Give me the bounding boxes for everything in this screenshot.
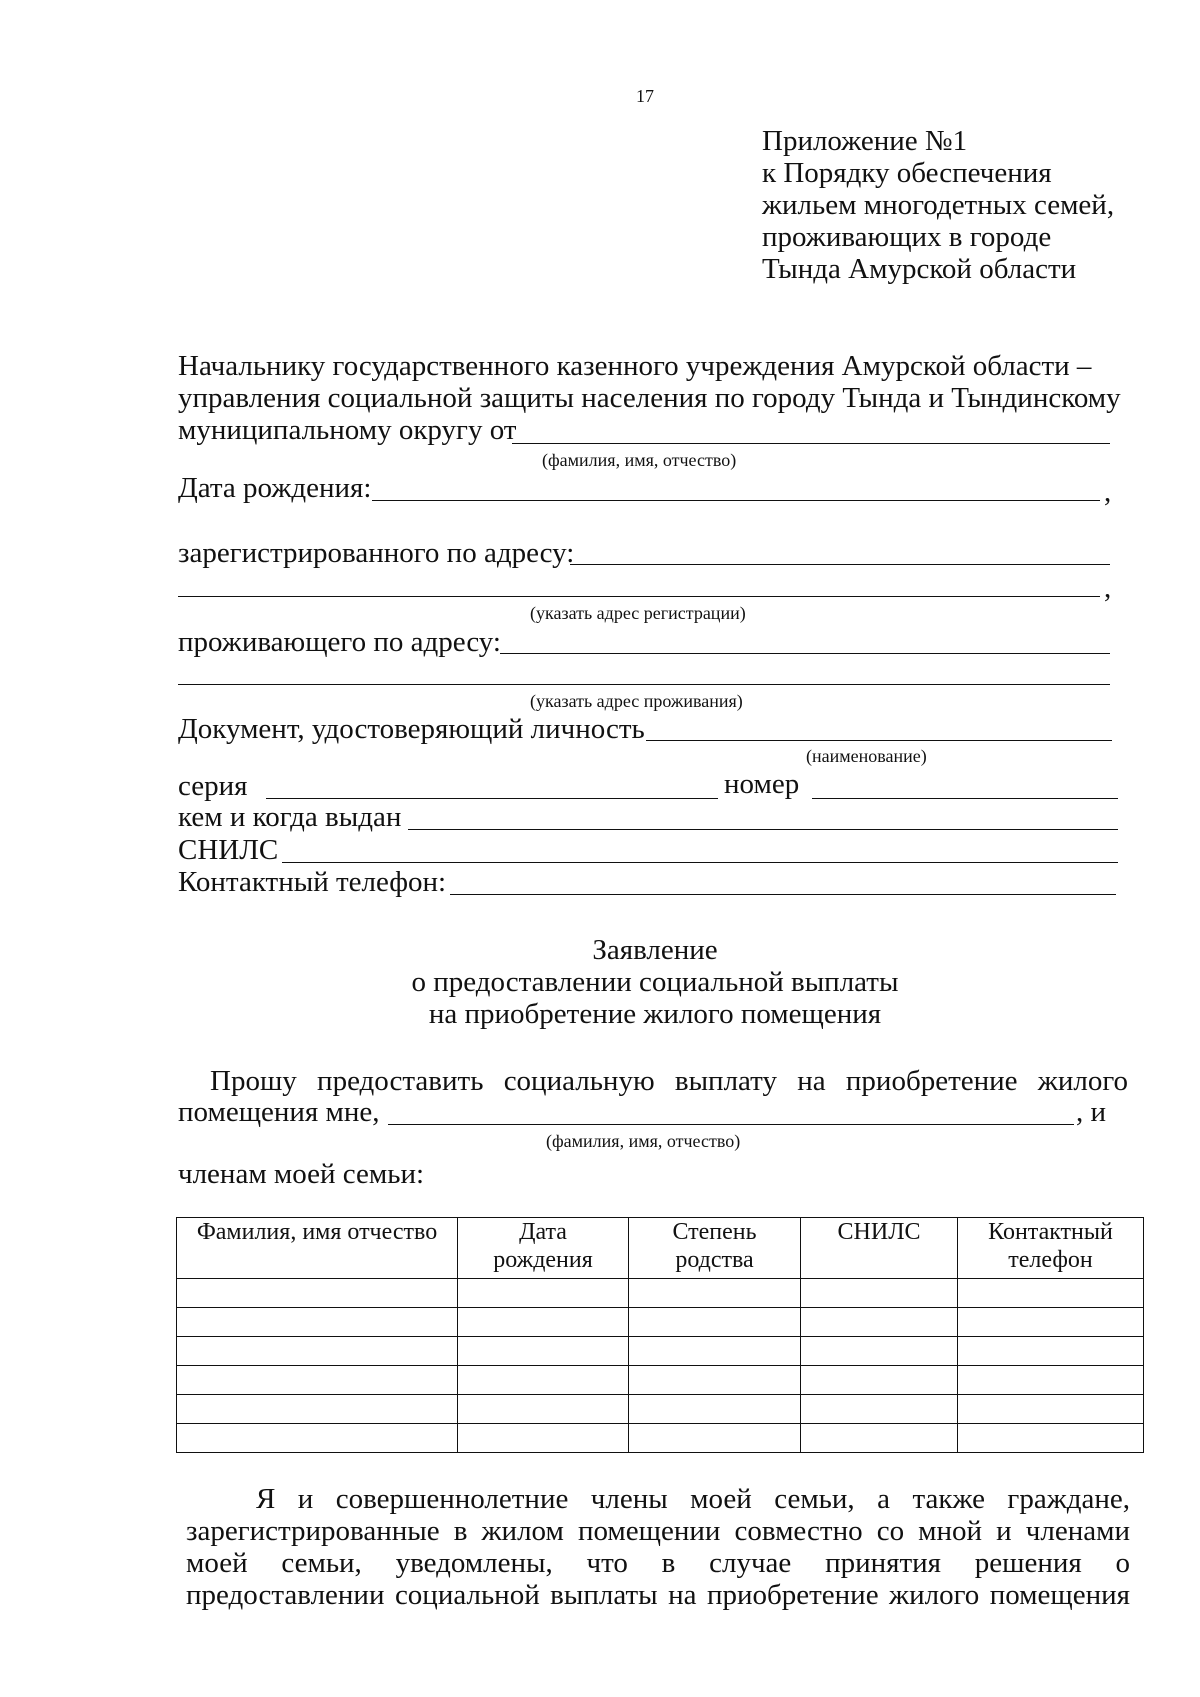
- column-header-name: Фамилия, имя отчество: [177, 1218, 458, 1279]
- appendix-line: к Порядку обеспечения: [762, 157, 1052, 189]
- table-cell[interactable]: [801, 1337, 958, 1366]
- request-line-3: членам моей семьи:: [178, 1158, 425, 1190]
- table-cell[interactable]: [177, 1395, 458, 1424]
- page-number: 17: [636, 86, 654, 106]
- snils-field[interactable]: [282, 862, 1118, 863]
- family-members-table: [176, 1217, 1144, 1453]
- snils-label: СНИЛС: [178, 834, 279, 866]
- table-cell[interactable]: [458, 1424, 629, 1453]
- birth-date-field[interactable]: [372, 500, 1100, 501]
- column-header-birth-date: Дата рождения: [458, 1218, 629, 1279]
- statement-subtitle: на приобретение жилого помещения: [428, 998, 882, 1030]
- appendix-line: Приложение №1: [762, 125, 968, 157]
- table-cell[interactable]: [958, 1308, 1144, 1337]
- issued-field[interactable]: [408, 829, 1118, 830]
- table-cell[interactable]: [177, 1337, 458, 1366]
- registered-address-field-2[interactable]: [178, 596, 1100, 597]
- notice-line: Я и совершеннолетние члены моей семьи, а также граждане,: [256, 1483, 1130, 1515]
- registered-address-field[interactable]: [570, 564, 1110, 565]
- issued-label: кем и когда выдан: [178, 801, 402, 833]
- addressee-line: Начальнику государственного казенного учреждения Амурской области –: [178, 350, 1092, 382]
- living-address-field[interactable]: [500, 653, 1110, 654]
- appendix-line: проживающих в городе: [762, 221, 1052, 253]
- request-line-1: [210, 1065, 1128, 1097]
- table-cell[interactable]: [801, 1395, 958, 1424]
- table-row: [177, 1279, 1144, 1308]
- phone-label: Контактный телефон:: [178, 866, 447, 898]
- table-cell[interactable]: [958, 1395, 1144, 1424]
- table-cell[interactable]: [629, 1279, 801, 1308]
- table-cell[interactable]: [458, 1279, 629, 1308]
- notice-line: предоставлении социальной выплаты на приобретение жилого помещения: [186, 1579, 1130, 1611]
- column-header-phone: Контактный телефон: [958, 1218, 1144, 1279]
- number-label: номер: [724, 768, 800, 800]
- table-cell[interactable]: [801, 1366, 958, 1395]
- table-cell[interactable]: [629, 1395, 801, 1424]
- table-row: [177, 1308, 1144, 1337]
- table-cell[interactable]: [177, 1308, 458, 1337]
- table-cell[interactable]: [629, 1424, 801, 1453]
- fio-hint: (фамилия, имя, отчество): [542, 450, 737, 470]
- request-line-2: помещения мне,: [178, 1096, 380, 1128]
- living-label: проживающего по адресу:: [178, 626, 501, 658]
- table-cell[interactable]: [629, 1308, 801, 1337]
- table-cell[interactable]: [958, 1337, 1144, 1366]
- registered-hint: (указать адрес регистрации): [530, 603, 746, 623]
- appendix-line: жильем многодетных семей,: [762, 189, 1115, 221]
- appendix-line: Тында Амурской области: [762, 253, 1077, 285]
- addressee-line: муниципальному округу от: [178, 414, 517, 446]
- statement-title: Заявление: [592, 934, 718, 966]
- request-fio-hint: (фамилия, имя, отчество): [546, 1131, 741, 1151]
- statement-subtitle: о предоставлении социальной выплаты: [411, 966, 899, 998]
- request-word: Прошу: [210, 1065, 297, 1097]
- column-header-snils: СНИЛС: [801, 1218, 958, 1279]
- table-row: [177, 1424, 1144, 1453]
- phone-field[interactable]: [450, 894, 1116, 895]
- table-row: [177, 1366, 1144, 1395]
- request-word: на: [797, 1065, 826, 1097]
- birth-date-label: Дата рождения:: [178, 472, 372, 504]
- request-word: жилого: [1037, 1065, 1128, 1097]
- request-word: предоставить: [317, 1065, 484, 1097]
- living-address-field-2[interactable]: [178, 684, 1110, 685]
- request-word: социальную: [503, 1065, 655, 1097]
- table-cell[interactable]: [801, 1279, 958, 1308]
- table-cell[interactable]: [801, 1308, 958, 1337]
- request-word: приобретение: [845, 1065, 1018, 1097]
- living-hint: (указать адрес проживания): [530, 691, 743, 711]
- series-label: серия: [178, 770, 248, 802]
- id-doc-hint: (наименование): [806, 746, 927, 766]
- comma: ,: [1104, 572, 1112, 604]
- request-fio-field[interactable]: [388, 1124, 1074, 1125]
- table-cell[interactable]: [177, 1424, 458, 1453]
- table-cell[interactable]: [458, 1366, 629, 1395]
- applicant-fio-field[interactable]: [512, 443, 1110, 444]
- comma: ,: [1104, 476, 1112, 508]
- notice-line: моей семьи, уведомлены, что в случае принятия решения о: [186, 1547, 1130, 1579]
- series-field[interactable]: [266, 798, 718, 799]
- table-row: [177, 1395, 1144, 1424]
- id-doc-field[interactable]: [646, 740, 1112, 741]
- id-doc-label: Документ, удостоверяющий личность: [178, 713, 645, 745]
- table-cell[interactable]: [958, 1366, 1144, 1395]
- table-cell[interactable]: [177, 1366, 458, 1395]
- table-cell[interactable]: [458, 1337, 629, 1366]
- table-cell[interactable]: [958, 1424, 1144, 1453]
- table-cell[interactable]: [801, 1424, 958, 1453]
- table-row: [177, 1337, 1144, 1366]
- request-word: выплату: [674, 1065, 777, 1097]
- table-cell[interactable]: [458, 1395, 629, 1424]
- registered-label: зарегистрированного по адресу:: [178, 537, 575, 569]
- table-cell[interactable]: [177, 1279, 458, 1308]
- column-header-relation: Степень родства: [629, 1218, 801, 1279]
- table-cell[interactable]: [629, 1337, 801, 1366]
- number-field[interactable]: [812, 798, 1118, 799]
- notice-line: зарегистрированные в жилом помещении совместно со мной и членами: [186, 1515, 1130, 1547]
- table-cell[interactable]: [458, 1308, 629, 1337]
- addressee-line: управления социальной защиты населения по городу Тында и Тындинскому: [178, 382, 1121, 414]
- table-cell[interactable]: [958, 1279, 1144, 1308]
- request-line-2-end: , и: [1076, 1096, 1107, 1128]
- table-header-row: [177, 1218, 1144, 1279]
- table-cell[interactable]: [629, 1366, 801, 1395]
